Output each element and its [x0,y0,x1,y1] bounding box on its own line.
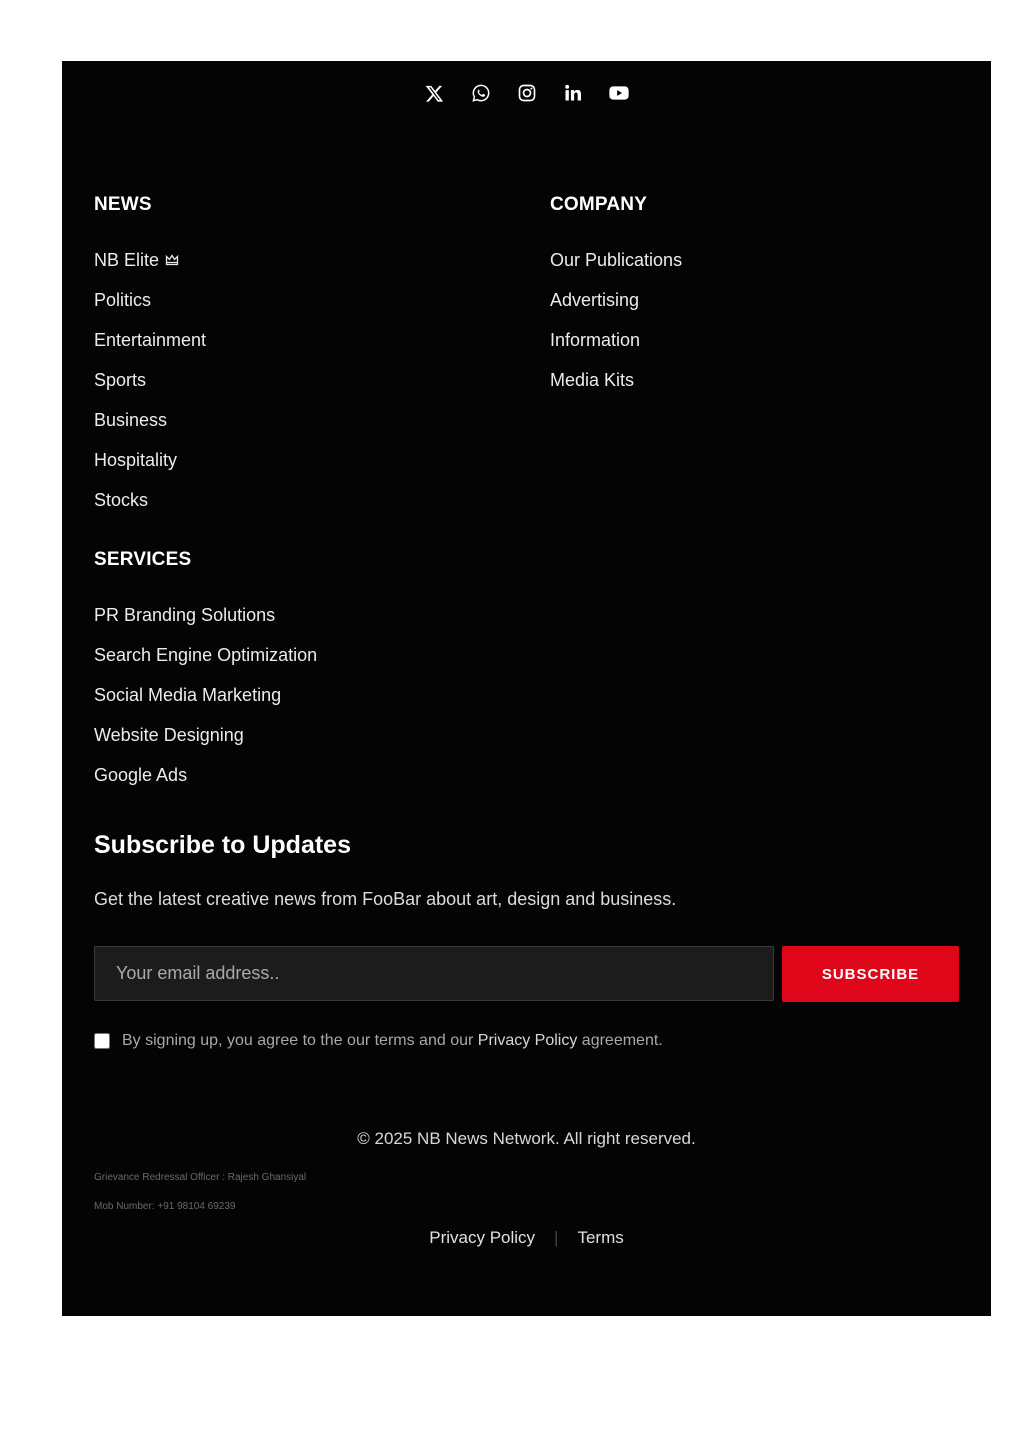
list-item[interactable] [94,440,206,480]
email-input[interactable] [94,946,774,1001]
company-column [550,194,682,400]
instagram-icon [517,83,537,103]
services-link-seo[interactable]: Search Engine Optimization [94,645,318,665]
legal-links [62,1228,991,1248]
whatsapp-icon [471,83,491,103]
subscribe-title: Subscribe to Updates [94,831,351,859]
services-column [94,549,317,795]
services-heading: SERVICES [94,549,192,570]
subscribe-description: Get the latest creative news from FooBar about art, design and business. [94,889,677,909]
company-heading: COMPANY [550,194,648,215]
instagram-link[interactable] [515,81,539,105]
linkedin-link[interactable] [561,81,585,105]
x-icon [425,84,444,103]
list-item[interactable] [94,675,317,715]
mobile-number: Mob Number: +91 98104 69239 [94,1201,236,1212]
list-item[interactable] [94,715,317,755]
list-item[interactable] [550,280,682,320]
news-heading: NEWS [94,194,152,215]
agree-checkbox[interactable] [94,1033,110,1049]
news-column [94,194,206,520]
copyright: © 2025 NB News Network. All right reserved. [357,1129,696,1148]
youtube-link[interactable] [607,81,631,105]
news-link-entertainment[interactable]: Entertainment [94,330,207,350]
services-list [94,595,317,795]
list-item[interactable] [94,635,317,675]
agree-text-suffix: agreement. [577,1032,663,1049]
youtube-icon [608,82,630,104]
list-item[interactable] [94,480,206,520]
news-link-business[interactable]: Business [94,410,168,430]
list-item[interactable] [550,240,682,280]
crown-icon [165,253,179,266]
news-link-hospitality[interactable]: Hospitality [94,450,178,470]
news-list [94,240,206,520]
list-item[interactable] [94,755,317,795]
privacy-policy-link[interactable]: Privacy Policy [429,1228,536,1247]
news-link-nb-elite[interactable]: NB Elite [94,250,160,270]
company-list [550,240,682,400]
grievance-officer: Grievance Redressal Officer : Rajesh Ghansiyal [94,1172,307,1183]
whatsapp-link[interactable] [469,81,493,105]
list-item[interactable] [550,360,682,400]
company-link-media-kits[interactable]: Media Kits [550,370,635,390]
terms-link[interactable]: Terms [577,1228,624,1247]
linkedin-icon [563,83,583,103]
news-link-stocks[interactable]: Stocks [94,490,149,510]
services-link-google-ads[interactable]: Google Ads [94,765,188,785]
services-link-pr-branding[interactable]: PR Branding Solutions [94,605,276,625]
divider: | [554,1228,559,1247]
agree-text: By signing up, you agree to the our terms and our [122,1032,478,1049]
list-item[interactable] [94,240,206,280]
news-link-politics[interactable]: Politics [94,290,152,310]
company-link-publications[interactable]: Our Publications [550,250,683,270]
list-item[interactable] [94,595,317,635]
news-link-sports[interactable]: Sports [94,370,147,390]
services-link-web-design[interactable]: Website Designing [94,725,244,745]
list-item[interactable] [94,320,206,360]
list-item[interactable] [94,280,206,320]
company-link-advertising[interactable]: Advertising [550,290,640,310]
subscribe-button[interactable]: SUBSCRIBE [782,946,959,1002]
company-link-information[interactable]: Information [550,330,641,350]
social-links [62,81,991,105]
list-item[interactable] [94,360,206,400]
site-footer [62,61,991,1316]
list-item[interactable] [550,320,682,360]
x-link[interactable] [423,81,447,105]
agree-privacy-link[interactable]: Privacy Policy [477,1032,578,1049]
list-item[interactable] [94,400,206,440]
agreement [94,1032,663,1050]
services-link-smm[interactable]: Social Media Marketing [94,685,282,705]
